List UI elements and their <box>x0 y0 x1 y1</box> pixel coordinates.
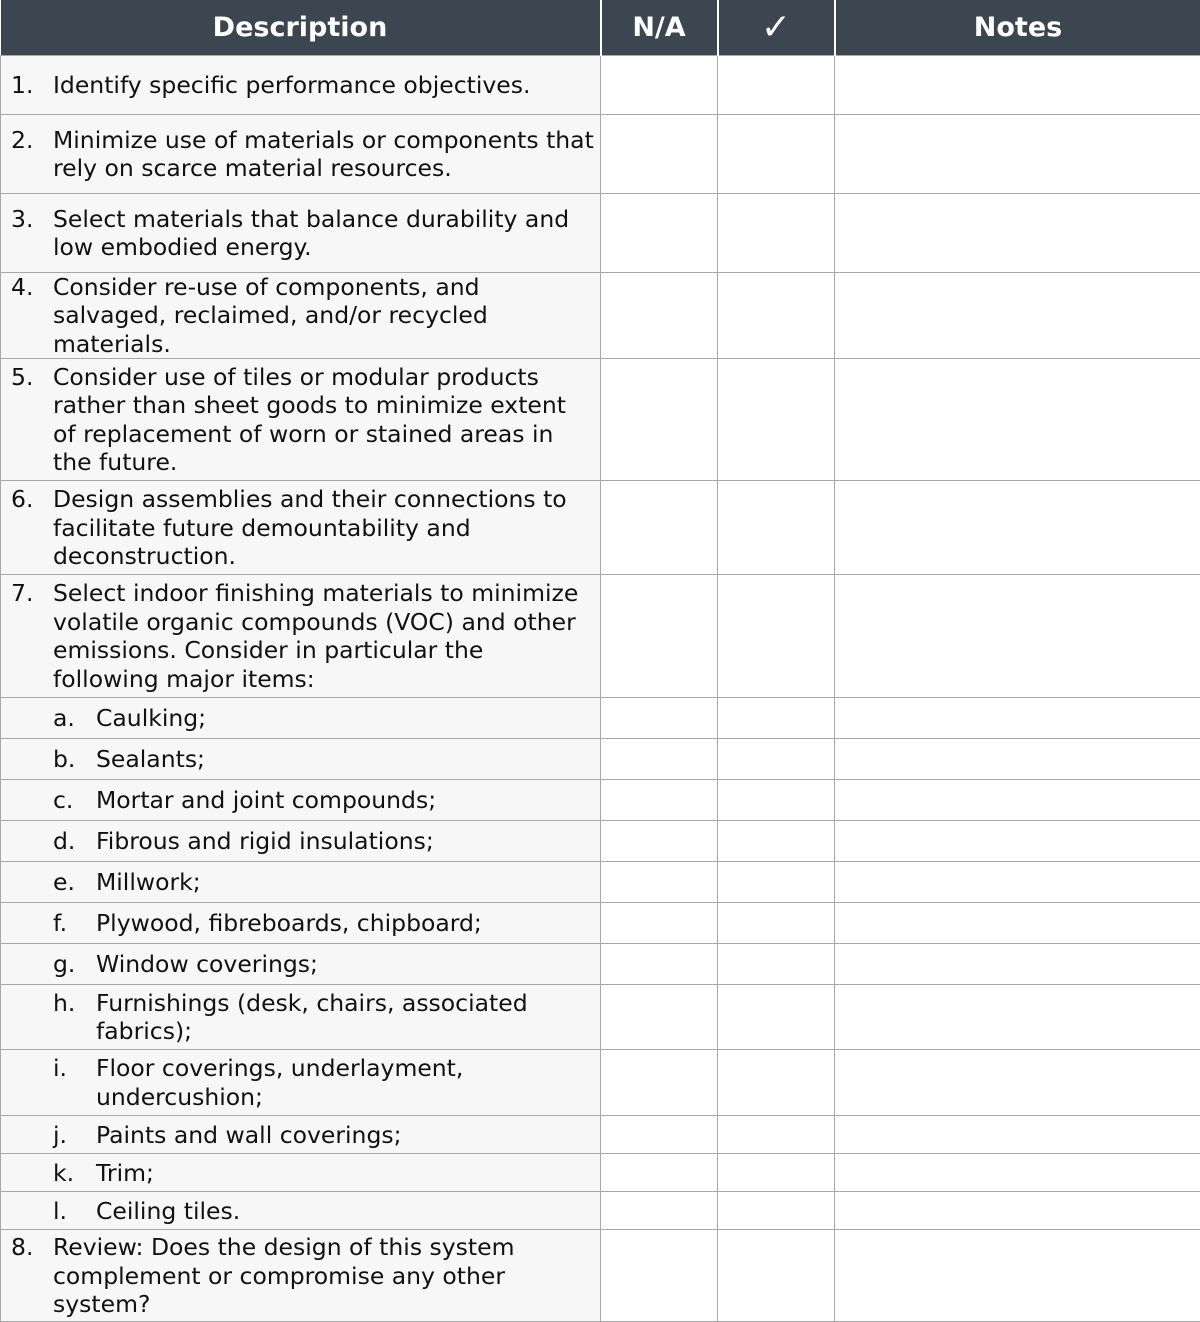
description-cell <box>1 481 601 575</box>
table-row <box>1 481 1200 575</box>
na-cell[interactable] <box>601 481 718 575</box>
description-cell <box>1 1050 601 1116</box>
notes-cell[interactable] <box>835 273 1200 359</box>
notes-cell[interactable] <box>835 575 1200 698</box>
check-cell[interactable] <box>718 698 835 739</box>
na-cell[interactable] <box>601 1230 718 1322</box>
na-cell[interactable] <box>601 575 718 698</box>
item-letter: l. <box>1 1197 96 1225</box>
item-number: 8. <box>1 1233 53 1318</box>
item-text: Minimize use of materials or components that rely on scarce material resources. <box>53 126 600 183</box>
table-row <box>1 985 1200 1050</box>
item-number: 1. <box>1 71 53 99</box>
description-cell <box>1 273 601 359</box>
check-cell[interactable] <box>718 1192 835 1230</box>
na-cell[interactable] <box>601 1154 718 1192</box>
na-cell[interactable] <box>601 903 718 944</box>
table-row <box>1 1050 1200 1116</box>
check-cell[interactable] <box>718 780 835 821</box>
item-number: 6. <box>1 485 53 570</box>
item-letter: a. <box>1 704 96 732</box>
item-text: Review: Does the design of this system complement or compromise any other system? <box>53 1233 600 1318</box>
header-row <box>1 0 1200 56</box>
na-cell[interactable] <box>601 985 718 1050</box>
check-cell[interactable] <box>718 862 835 903</box>
item-number: 7. <box>1 579 53 693</box>
notes-cell[interactable] <box>835 780 1200 821</box>
table-row <box>1 903 1200 944</box>
na-cell[interactable] <box>601 862 718 903</box>
check-cell[interactable] <box>718 273 835 359</box>
description-cell <box>1 698 601 739</box>
table-row <box>1 1192 1200 1230</box>
notes-cell[interactable] <box>835 1116 1200 1154</box>
item-letter: h. <box>1 989 96 1046</box>
check-header <box>718 0 835 56</box>
item-number: 3. <box>1 205 53 262</box>
description-cell <box>1 1154 601 1192</box>
na-header: N/A <box>601 0 718 56</box>
item-text: Consider use of tiles or modular products rather than sheet goods to minimize extent of replacement of worn or stained areas in the future. <box>53 363 600 477</box>
na-cell[interactable] <box>601 698 718 739</box>
check-cell[interactable] <box>718 56 835 115</box>
check-cell[interactable] <box>718 985 835 1050</box>
item-text: Plywood, fibreboards, chipboard; <box>96 909 600 937</box>
check-cell[interactable] <box>718 1230 835 1322</box>
item-text: Floor coverings, underlayment, undercushion; <box>96 1054 600 1111</box>
item-text: Design assemblies and their connections to facilitate future demountability and deconstruction. <box>53 485 600 570</box>
notes-cell[interactable] <box>835 359 1200 481</box>
item-number: 2. <box>1 126 53 183</box>
na-cell[interactable] <box>601 273 718 359</box>
table-row <box>1 1116 1200 1154</box>
notes-cell[interactable] <box>835 194 1200 273</box>
description-cell <box>1 1230 601 1322</box>
table-row <box>1 862 1200 903</box>
na-cell[interactable] <box>601 821 718 862</box>
na-cell[interactable] <box>601 944 718 985</box>
table-row <box>1 821 1200 862</box>
item-letter: j. <box>1 1121 96 1149</box>
table-row <box>1 780 1200 821</box>
item-text: Identify specific performance objectives. <box>53 71 600 99</box>
item-text: Select indoor finishing materials to minimize volatile organic compounds (VOC) and other emissions. Consider in particular the following major items: <box>53 579 600 693</box>
notes-header: Notes <box>835 0 1200 56</box>
na-cell[interactable] <box>601 1050 718 1116</box>
check-cell[interactable] <box>718 194 835 273</box>
table-row <box>1 194 1200 273</box>
description-cell <box>1 359 601 481</box>
checkmark-icon: ✓ <box>761 7 791 48</box>
notes-cell[interactable] <box>835 1192 1200 1230</box>
table-row <box>1 56 1200 115</box>
notes-cell[interactable] <box>835 1230 1200 1322</box>
na-cell[interactable] <box>601 194 718 273</box>
notes-cell[interactable] <box>835 985 1200 1050</box>
na-cell[interactable] <box>601 1192 718 1230</box>
table-row <box>1 575 1200 698</box>
description-cell <box>1 575 601 698</box>
item-text: Trim; <box>96 1159 600 1187</box>
item-letter: b. <box>1 745 96 773</box>
item-text: Millwork; <box>96 868 600 896</box>
check-cell[interactable] <box>718 944 835 985</box>
description-cell <box>1 739 601 780</box>
item-text: Select materials that balance durability and low embodied energy. <box>53 205 600 262</box>
notes-cell[interactable] <box>835 944 1200 985</box>
check-cell[interactable] <box>718 903 835 944</box>
check-cell[interactable] <box>718 1154 835 1192</box>
notes-cell[interactable] <box>835 821 1200 862</box>
check-cell[interactable] <box>718 821 835 862</box>
description-cell <box>1 985 601 1050</box>
description-cell <box>1 862 601 903</box>
item-letter: e. <box>1 868 96 896</box>
description-cell <box>1 194 601 273</box>
description-cell <box>1 903 601 944</box>
check-cell[interactable] <box>718 575 835 698</box>
na-cell[interactable] <box>601 115 718 194</box>
item-number: 4. <box>1 273 53 358</box>
description-cell <box>1 56 601 115</box>
table-row <box>1 359 1200 481</box>
na-cell[interactable] <box>601 1116 718 1154</box>
item-text: Paints and wall coverings; <box>96 1121 600 1149</box>
notes-cell[interactable] <box>835 698 1200 739</box>
notes-cell[interactable] <box>835 56 1200 115</box>
item-text: Caulking; <box>96 704 600 732</box>
notes-cell[interactable] <box>835 862 1200 903</box>
table-row <box>1 944 1200 985</box>
item-letter: c. <box>1 786 96 814</box>
item-letter: i. <box>1 1054 96 1111</box>
item-text: Furnishings (desk, chairs, associated fabrics); <box>96 989 600 1046</box>
table-row <box>1 273 1200 359</box>
na-cell[interactable] <box>601 56 718 115</box>
check-cell[interactable] <box>718 481 835 575</box>
item-text: Window coverings; <box>96 950 600 978</box>
description-cell <box>1 115 601 194</box>
item-letter: k. <box>1 1159 96 1187</box>
na-cell[interactable] <box>601 780 718 821</box>
check-cell[interactable] <box>718 1116 835 1154</box>
check-cell[interactable] <box>718 115 835 194</box>
na-cell[interactable] <box>601 739 718 780</box>
description-cell <box>1 1192 601 1230</box>
item-number: 5. <box>1 363 53 477</box>
item-letter: d. <box>1 827 96 855</box>
description-cell <box>1 821 601 862</box>
table-row <box>1 1154 1200 1192</box>
table-row <box>1 739 1200 780</box>
description-cell <box>1 780 601 821</box>
item-text: Sealants; <box>96 745 600 773</box>
description-header: Description <box>1 0 601 56</box>
notes-cell[interactable] <box>835 739 1200 780</box>
item-text: Mortar and joint compounds; <box>96 786 600 814</box>
check-cell[interactable] <box>718 1050 835 1116</box>
table-row <box>1 115 1200 194</box>
notes-cell[interactable] <box>835 481 1200 575</box>
description-cell <box>1 944 601 985</box>
check-cell[interactable] <box>718 739 835 780</box>
item-text: Ceiling tiles. <box>96 1197 600 1225</box>
table-row <box>1 1230 1200 1322</box>
notes-cell[interactable] <box>835 903 1200 944</box>
notes-cell[interactable] <box>835 1154 1200 1192</box>
item-letter: g. <box>1 950 96 978</box>
na-cell[interactable] <box>601 359 718 481</box>
notes-cell[interactable] <box>835 115 1200 194</box>
notes-cell[interactable] <box>835 1050 1200 1116</box>
description-cell <box>1 1116 601 1154</box>
check-cell[interactable] <box>718 359 835 481</box>
item-letter: f. <box>1 909 96 937</box>
table-row <box>1 698 1200 739</box>
item-text: Fibrous and rigid insulations; <box>96 827 600 855</box>
item-text: Consider re-use of components, and salvaged, reclaimed, and/or recycled materials. <box>53 273 600 358</box>
